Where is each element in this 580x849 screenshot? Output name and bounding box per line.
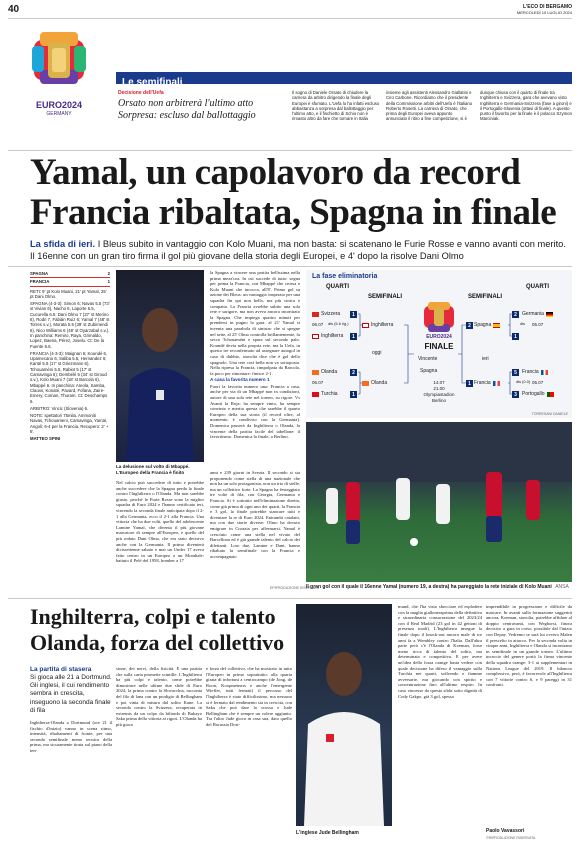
bellingham-caption: L'inglese Jude Bellingham [296, 830, 359, 836]
q4-date: 05.07 [532, 380, 544, 385]
second-byline: Paolo Vavassori [486, 828, 525, 834]
second-lead: Si gioca alle 21 a Dortmund. Gli inglesi, il cui rendimento sembra in crescita, inseguono la seconda finale di fila [30, 674, 112, 714]
q2-score-b: 1 [350, 391, 357, 398]
q1-score-b: 1 [350, 333, 357, 340]
note: NOTE: spettatori 75mila. Ammoniti Navas, Tchouameni, Camavinga, Yamal, Angoli: 6-4 per la Francia. Recupero: 2' + 6'. [30, 413, 109, 435]
q4-score-a: 5 [512, 369, 519, 376]
finale-logo [414, 300, 464, 334]
photo2-credit: ANSA [555, 584, 569, 590]
q4-note: dts (0-0) [516, 380, 531, 384]
logo-subtitle: GERMANY [46, 111, 72, 117]
finale-city: Berlino [431, 398, 446, 403]
trophy-icon [414, 300, 464, 334]
players-scene [306, 422, 572, 582]
second-credit: ©RIPRODUZIONE RISERVATA [486, 836, 536, 840]
q3-date: 05.07 [532, 322, 544, 327]
sf2-score-b: 1 [466, 380, 473, 387]
lead-label: La sfida di ieri. [30, 239, 96, 249]
finale-label: FINALE [424, 342, 454, 351]
photo1-credit: EPIPRODUZIONE RISERVATA [270, 586, 319, 590]
main-headline-1: Yamal, un capolavoro da record [30, 152, 521, 193]
finale-logo-wordmark: EURO2024 [426, 334, 452, 340]
q1-note: dts (5-6 rig.) [328, 322, 349, 326]
rule-3 [8, 598, 572, 599]
page-number: 40 [8, 4, 20, 15]
second-col-4: mund, che l'ha visto sbocciare ed esplodere con la maglia gialloneraprima della definitiva e straordinaria consacrazione del 2023/24 con il Real Madrid (23 gol in 42 gettoni di presenza totali). L'Inghilterra insegue la finale dopo il knock-out ancora male di tre anni fa a Wembley contro l'Italia. Dall'altra parte però c'è l'Olanda di Koeman, forse meno ricca di talento del solito, ma determinata e competitiva. E per avere un'idea della forza orange basta vedere con quale decisione ha difeso il vantaggio sulla Turchia nei quarti, soffrendo e fiamme avversarie, ma giocando con spirito e concentrazione fino all'ultimo respiro. In caso vincesse da questa sfida sotto dignità di Cody Gakpo, già 3 gol, spesso [398, 604, 482, 699]
bracket [306, 270, 572, 418]
score-spagna: 2 [107, 271, 110, 276]
q2-team-b: Turchia [312, 390, 338, 398]
flag-icon [362, 323, 369, 328]
q3-team-a: Germania [522, 310, 553, 318]
sf2-score-a: 2 [466, 322, 473, 329]
q2-team-a: Olanda [312, 368, 337, 376]
mbappe-photo [116, 270, 204, 462]
section-banner [116, 72, 572, 88]
second-col-1: Inghilterra-Olanda a Dortmund (ore 21 il fischio d'inizio) vanno in scena ritmo, intensità, ribaltamenti di fronte, per una seconda semifinale meno tecnica della prima, ma sicuramente tirata sul piano della ten- [30, 720, 112, 753]
photo2-caption: Il gran gol con il quale il 16enne Yamal (numero 19, a destra) ha pareggiato la rete iniziale di Kolo Muani ANSA [306, 584, 569, 590]
q3-note: dts [520, 322, 526, 326]
q1-date: 06.07 [312, 322, 324, 327]
q3-score-b: 1 [512, 333, 519, 340]
q2-date: 06.07 [312, 380, 324, 385]
lead-text: I Bleus subito in vantaggio con Kolo Muani, ma non basta: si scatenano le Furie Rosse e vanno avanti con merito. Il 16enne con un gran tiro firma il gol più giovane della storia degli Europei, e 4' dopo la risolve Dani Olmo [30, 239, 566, 261]
body-col-3 [210, 270, 300, 466]
sf2-team-a: Spagna [474, 321, 500, 329]
finale-venue: Olympiastadion [423, 392, 455, 397]
flag-icon [493, 381, 500, 386]
score-row-spagna [30, 270, 110, 278]
sf1-team-b: Olanda [362, 379, 387, 387]
finale-time: 21.00 [433, 386, 445, 391]
byline: MATTEO SPINI [30, 436, 61, 442]
semifinali-right-label: SEMIFINALI [468, 294, 502, 300]
spagna-lineup: SPAGNA (4-3-3): Simon 6; Navas 5.5 (73' st Vivian 6), Nacho 6, Laporte 6.5, Cucurella 6.5; Dani Olmo 7 (37' st Merino 6), Rodri 7, Fabián Ruiz 6; Yamal 7 (48' st Torres s.v.), Morata 5.5 (39' st Zubimendi 6), Nico Williams 6 (48' st Oyarzabal s.v.). In panchina: Remiro, Raya, Grimaldo, Lopez, Baena, Pérez, Joselu. Ct: De la Fuente 6.5. [30, 301, 110, 349]
team-francia: FRANCIA [30, 279, 50, 285]
team-spagna: SPAGNA [30, 271, 49, 276]
logo-wordmark: EURO2024 [35, 100, 83, 110]
body-col-2: anni e 239 giorni in Svezia. Il secondo si sta proponendo come stella di una nazionale che non ha un solo protagonista, non un trio di stelle, ma un collettivo forte. La Spagna ha festeggiato tre volte di fila, con Georgia, Germania e Francia. Si è sottratto nell'eliminazione diretta, come già prima di ogni uno dei quarti, la Francia e 3 gol, la finale potrebbe stancare tutti e diventare la re di Euro 2024. Entrambi catalani, ma con due storie diverse: Olmo ha dovuto emigrare in Croazia per affermarsi, Yamal è cresciuto come una stella nel vivaio del Barcellona ed è già grande talento del calcio dei dilettanti. Loro due, Lamine e Dani, hanno ribaltato la semifinale con la Francia e accompagnato [210, 470, 300, 559]
scoreboard [30, 270, 110, 590]
bellingham-photo [296, 604, 392, 826]
francia-lineup: FRANCIA (4-3-3): Maignan 6; Koundé 6, Upamecano 6, Saliba 5.5, Hernandez 6; Kanté 5.5 (17' st Griezmann 6), Tchouaméni 5.5, Rabiot 5 (17' st Camavinga 6); Dembélé 5 (34' st Giroud s.v.), Kolo Muani 7 (18' st Barcola 6), Mbappé 6. In panchina: Areola, Samba, Clauss, Konaté, Pavard, Fofana, Zaire-Emery, Coman, Thuram. Ct: Deschamps 5. [30, 350, 108, 404]
q4-team-b: Portogallo [522, 390, 554, 398]
sf2-team-b: Francia [474, 379, 500, 387]
bracket-title: La fase eliminatoria [312, 273, 378, 280]
flag-icon [312, 370, 319, 375]
header-rule [8, 18, 572, 19]
flag-icon [312, 392, 319, 397]
q1-team-b: Inghilterra [312, 332, 343, 340]
flag-icon [312, 312, 319, 317]
finale-spagna: Spagna [420, 368, 438, 374]
body-col-1: Nel calcio può succedere di tutto e potrebbe anche succedere che la Spagna perda la finale contro l'Inghilterra o l'Olanda. Ma non sarebbe giusto, perché le Furie Rosse sono la miglior squadra di Euro 2024 e l'hanno certificato ieri, vincendo la seconda finale anticipata dopo il 2-1 alla Germania, ecco il 2-1 alla Francia. Una vittoria che ha due volti, quello del adolescente Lamine Yamal, che diventa il più giovane marcatore di sempre all'Europeo, e quello del più rodato Dani Olmo, che era stato decisivo anche con la Germania. Il primo diventerà dicissettenne sabato e mai un Under 17 aveva fatto centro in un Europeo o un Mondiale: battuto il Pelé del 1958, bomber a 17 [116, 480, 204, 564]
rule-2 [8, 266, 572, 267]
newspaper-name: L'ECO DI BERGAMO [523, 4, 572, 10]
second-kicker: La partita di stasera [30, 666, 92, 673]
bracket-credit: TORRESANI DANIELE [531, 412, 568, 416]
second-col-5: imprendibile in progressione e difficile da marcare. In avanti sulla formazione suggerirà ancora, Koeman, stavolta, potrebbe affidare al doppio centravanti, con Weghorst, finora decisivo a gara in corso, possibile dal l'inizio con Depay. Vedremo se sarà lui ovvero Malen il prescelto in attacco. Per la seconda volta in cinque anni, Inghilterra e Olanda si incontrano in semifinale in un grande torneo. L'ultimo incrocio del genere portò la firma vincente della squadra orange: 3-1 ai supplementari in Nations League del 2019. Il bilancio complessivo, però, è favorevole all'Inghilterra con 7 vittorie contro 6, e 9 pareggi in 31 confronti. [486, 604, 572, 688]
q2-score-a: 2 [350, 369, 357, 376]
page-date: MERCOLEDÌ 10 LUGLIO 2024 [516, 10, 572, 15]
decision-headline: Orsato non arbitrerà l'ultimo atto Sorpresa: escluso dal ballottaggio [118, 98, 256, 121]
flag-icon [547, 392, 554, 397]
flag-icon [546, 312, 553, 317]
quarti-right-label: QUARTI [526, 284, 549, 290]
flag-icon [541, 370, 548, 375]
second-headline-2: Olanda, forza del collettivo [30, 630, 285, 655]
q3-score-a: 2 [512, 311, 519, 318]
decision-col3: dunque chiusa con il quarto di finale tra Inghilterra e Svizzera, gara che avevano visto Inghilterra e Germania-Svizzera (fase a gironi) e il Portogallo-Slovenia (ottavi di finale). A questo punto il favorito per la finale è il polacco Szymon Marciniak. [480, 90, 572, 122]
trophy-icon [10, 20, 108, 100]
euro2024-logo [10, 20, 108, 126]
decision-col1: Il sogno di Daniele Orsato di chiudere la carriera da arbitro dirigendo la finale degli Europei è sfumato. L'Uefa lo ha infatti escluso abbastanza a sorpresa dal ballottaggio per l'ultimo atto, e il fischietto di Schio non è rimasto altro da fare che tornare in Italia [292, 90, 380, 122]
q4-team-a: Francia [522, 368, 548, 376]
main-lead [30, 238, 572, 262]
score-francia: 1 [107, 279, 110, 285]
quarti-left-label: QUARTI [326, 284, 349, 290]
body-col-3-text: la Spagna a vincere una partita bellissima nella prima mezz'ora. In cui succede di tutto: segna per prima la Francia, con Mbappé che crossa e Kolo Muani che incocca, all'8'. Primo gol su azione dei Bleus: un vantaggio insperato per una squadra fin qui non bella, ma più cinica e compatta. La Francia avrebbe subito una sola rete e sarigore, ma non aveva ancora incontrato la Spagna. Che impiega quattro minuti per prendersi in pugno la gara: al 21' Yamal si inventa una parabola di sinistro che si spegne nel sette, al 25' Olmo controlla brillantemente, fa secco Tchouaméni e spara sul secondo palo. Koundé devia nella propria rete, ma la Uefa, in questo tre reconfermato ad assegnare autogol in caso di dubbio, stavolta dice che è gol dello spagnolo. Una rete così bella non va sottoposta. Nella ripresa la Francia, rimpolpata da Barcola, fa poco per rimontare: finisce 2-1. [210, 270, 300, 376]
player-silhouette [116, 270, 204, 462]
section-title: Le semifinali [122, 77, 183, 88]
player-silhouette [296, 604, 392, 826]
favorita-text: Fuori la favorita numero uno: Francia a casa, anche per via di un Mbappé non in condizioni, autore di una sola rete nel torneo, su rigore. Vs Avanti la Roja: ha sempre vinto, ha sempre convinto e merita questa che sarebbe il quarto Europeo della sua storia (il record oltre, al momento, è condiviso con la Germania). Domenica passerà da Inghilterra o Olanda, la vincente della partita facile del tabellone: il favoritismo. Domenica la finale, a Berlino. [210, 383, 300, 440]
flag-icon [493, 323, 500, 328]
ieri-label: ieri [482, 356, 489, 362]
rule-1 [8, 150, 572, 151]
finale-date: 14.07 [433, 380, 445, 385]
oggi-label: oggi [372, 350, 382, 356]
flag-icon [362, 381, 369, 386]
second-headline-1: Inghilterra, colpi e talento [30, 604, 276, 629]
flag-icon [312, 334, 319, 339]
vincente-label: Vincente [418, 356, 438, 362]
mbappe-caption: La delusione sul volto di Mbappé. L'Europeo della Francia è finito [116, 464, 190, 475]
arbitro: ARBITRO: Vincic (Slovenia) 6. [30, 405, 89, 411]
q1-team-a: Svizzera [312, 310, 340, 318]
semifinali-left-label: SEMIFINALI [368, 294, 402, 300]
main-headline-2: Francia ribaltata, Spagna in finale [30, 192, 557, 233]
decision-kicker: Decisione dell'Uefa [118, 90, 164, 96]
score-row-francia [30, 278, 110, 286]
favorita-subhead: A casa la favorita numero 1 [210, 377, 270, 383]
second-col-3: e forza del collettivo, che ha mostrato in tutto l'Europeo in primo soprattutto: alla quarta girata di infortuni a centrocampo (de Jong, de Roon, Koopmeiners e anche l'emergente Wieffer, tutti fermati) il percorso del l'Inghilterra è stato difficilissimo, ma nessuno si è fermato dal rendimento sia in crescita, con Saka che può dare la scossa e Jude Bellingham che è sempre un volere aggiunto. Tra l'altro Jude gioca in casa sua, dato quello del Borussia Dort- [206, 666, 292, 727]
yamal-goal-photo [306, 422, 572, 582]
decision-col2: insieme agli assistenti Alessandro Giallatini e Ciro Carbone. Ricordiamo che il presidente della Commissione arbitri dell'Uefa è l'italiano Roberto Rosetti. La carriera di Orsato, che prima degli Europei aveva appunto annunciato il ritiro a fine competizione, si è [386, 90, 473, 122]
reti: RETI: 9' pt Kolo Muani, 21' pt Yamal, 25' pt Dani Olmo. [30, 288, 107, 299]
second-col-2: sione, dei nervi, della fisicità. E una partita che sulla carta promette scintille. L'Inghilterra ha più colpi e talento, come potrebbe dimostrare nelle ultime due sfide di Euro 2024, la prima contro la Slovacchia, racconta del filo di lana con un prodigio di Bellingham e poi vinta di misura dal solito Kane. La seconda contro la Svizzera, recuperata in extremis da un colpo da biliardo di Bukayo Saka prima della vittoria ai rigori. L'Olanda ha più gioco [116, 666, 202, 727]
sf1-team-a: Inghilterra [362, 321, 393, 329]
q4-score-b: 3 [512, 391, 519, 398]
q1-score-a: 1 [350, 311, 357, 318]
